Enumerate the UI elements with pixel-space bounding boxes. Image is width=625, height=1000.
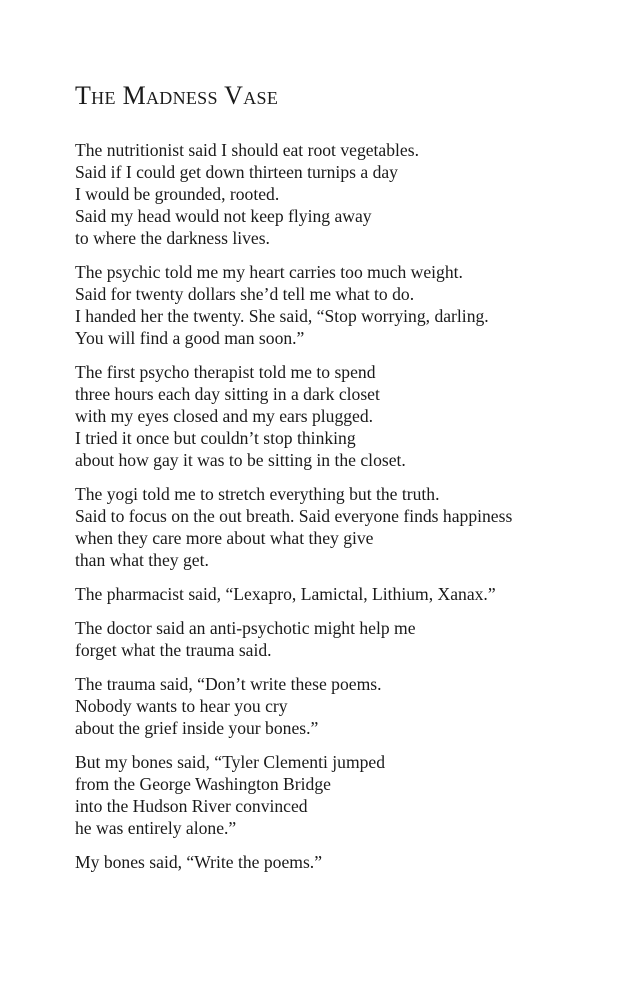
stanza [75, 261, 595, 349]
poem-line: Said if I could get down thirteen turnips a day [75, 162, 398, 182]
poem-line: The psychic told me my heart carries too much weight. [75, 262, 463, 282]
poem-line: The doctor said an anti-psychotic might help me [75, 618, 416, 638]
poem-line: to where the darkness lives. [75, 228, 270, 248]
poem-line: when they care more about what they give [75, 528, 374, 548]
stanza [75, 617, 595, 661]
poem-line: The yogi told me to stretch everything but the truth. [75, 484, 440, 504]
poem-line: into the Hudson River convinced [75, 796, 308, 816]
stanza [75, 751, 595, 839]
poem-line: The first psycho therapist told me to spend [75, 362, 376, 382]
poem-line: Nobody wants to hear you cry [75, 696, 288, 716]
poem-line: forget what the trauma said. [75, 640, 272, 660]
stanza [75, 851, 595, 873]
poem [75, 80, 595, 885]
poem-line: Said my head would not keep flying away [75, 206, 372, 226]
poem-line: But my bones said, “Tyler Clementi jumped [75, 752, 386, 772]
poem-line: I would be grounded, rooted. [75, 184, 280, 204]
stanza [75, 139, 595, 249]
poem-line: he was entirely alone.” [75, 818, 237, 838]
poem-line: Said to focus on the out breath. Said everyone finds happiness [75, 506, 513, 526]
poem-line: three hours each day sitting in a dark closet [75, 384, 380, 404]
stanza [75, 583, 595, 605]
poem-line: I tried it once but couldn’t stop thinking [75, 428, 356, 448]
poem-line: The trauma said, “Don’t write these poems. [75, 674, 382, 694]
poem-line: from the George Washington Bridge [75, 774, 331, 794]
stanza [75, 483, 595, 571]
poem-line: I handed her the twenty. She said, “Stop worrying, darling. [75, 306, 489, 326]
poem-line: about the grief inside your bones.” [75, 718, 319, 738]
stanza [75, 361, 595, 471]
poem-line: about how gay it was to be sitting in the closet. [75, 450, 406, 470]
stanza [75, 673, 595, 739]
poem-title: The Madness Vase [75, 81, 279, 110]
poem-line: than what they get. [75, 550, 209, 570]
poem-line: The pharmacist said, “Lexapro, Lamictal, Lithium, Xanax.” [75, 584, 496, 604]
poem-line: with my eyes closed and my ears plugged. [75, 406, 374, 426]
poem-line: You will find a good man soon.” [75, 328, 305, 348]
poem-line: Said for twenty dollars she’d tell me what to do. [75, 284, 415, 304]
poem-line: My bones said, “Write the poems.” [75, 852, 323, 872]
poem-line: The nutritionist said I should eat root vegetables. [75, 140, 419, 160]
